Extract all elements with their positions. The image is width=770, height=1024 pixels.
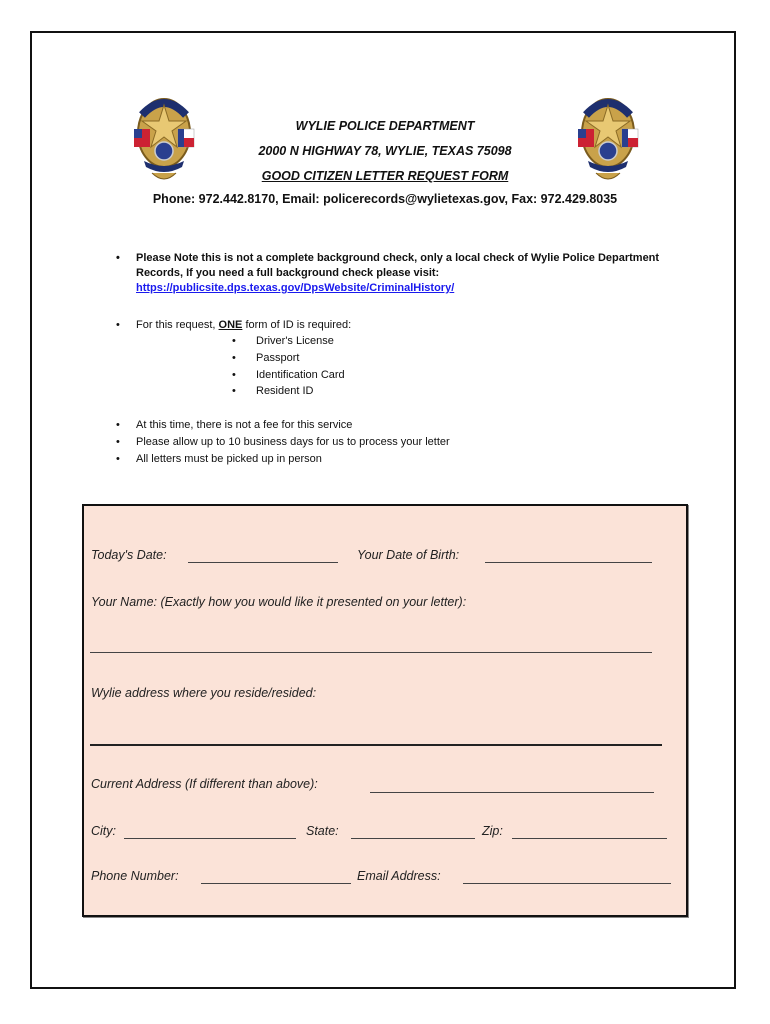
id-type: Resident ID <box>256 385 314 398</box>
list-item <box>232 350 345 367</box>
date-of-birth-label: Your Date of Birth: <box>357 548 460 562</box>
state-field[interactable] <box>351 838 475 839</box>
id-intro-suffix: form of ID is required: <box>242 319 352 331</box>
phone-number-field[interactable] <box>201 883 351 884</box>
bullet-icon: • <box>116 435 120 448</box>
id-requirement <box>116 318 352 333</box>
bullet-icon: • <box>232 385 236 398</box>
request-form <box>82 504 688 917</box>
form-title: GOOD CITIZEN LETTER REQUEST FORM <box>261 169 509 183</box>
id-intro-emphasis: ONE <box>218 319 243 331</box>
list-item <box>116 417 450 434</box>
list-item <box>116 451 450 468</box>
bullet-icon: • <box>232 335 236 347</box>
id-type: Passport <box>256 351 300 364</box>
misc-notes <box>116 417 450 467</box>
disclaimer-note <box>116 251 676 296</box>
bullet-icon: • <box>232 351 236 364</box>
zip-label: Zip: <box>482 824 503 838</box>
note-text: At this time, there is not a fee for this service <box>136 419 353 431</box>
department-address: 2000 N HIGHWAY 78, WYLIE, TEXAS 75098 <box>258 144 512 158</box>
list-item <box>232 367 345 384</box>
id-types-list <box>232 333 345 400</box>
disclaimer-text: Please Note this is not a complete background check, only a local check of Wylie Police Department Records, If you need a full background check please visit: <box>136 252 660 279</box>
email-address-field[interactable] <box>463 883 671 884</box>
city-field[interactable] <box>124 838 296 839</box>
todays-date-field[interactable] <box>188 562 338 563</box>
id-intro-prefix: For this request, <box>136 319 219 331</box>
zip-field[interactable] <box>512 838 667 839</box>
current-address-field[interactable] <box>370 792 654 793</box>
id-type: Driver's License <box>256 335 334 347</box>
list-item <box>232 383 345 400</box>
state-label: State: <box>306 824 339 838</box>
bullet-icon: • <box>116 319 120 331</box>
list-item <box>116 434 450 451</box>
bullet-icon: • <box>116 419 120 431</box>
bullet-icon: • <box>232 368 236 381</box>
city-label: City: <box>91 824 116 838</box>
department-name: WYLIE POLICE DEPARTMENT <box>295 119 475 133</box>
contact-info: Phone: 972.442.8170, Email: policerecords@wylietexas.gov, Fax: 972.429.8035 <box>152 192 618 206</box>
date-of-birth-field[interactable] <box>485 562 652 563</box>
bullet-icon: • <box>116 252 120 264</box>
current-address-label: Current Address (If different than above): <box>91 777 318 791</box>
criminal-history-link[interactable]: https://publicsite.dps.texas.gov/DpsWebsite/CriminalHistory/ <box>136 282 455 294</box>
note-text: All letters must be picked up in person <box>136 452 322 465</box>
list-item <box>232 333 345 350</box>
your-name-label: Your Name: (Exactly how you would like it presented on your letter): <box>91 595 467 609</box>
wylie-address-label: Wylie address where you reside/resided: <box>91 686 317 700</box>
your-name-field[interactable] <box>90 652 652 653</box>
id-type: Identification Card <box>256 368 345 381</box>
email-address-label: Email Address: <box>357 869 441 883</box>
phone-number-label: Phone Number: <box>91 869 179 883</box>
bullet-icon: • <box>116 452 120 465</box>
note-text: Please allow up to 10 business days for us to process your letter <box>136 435 450 448</box>
todays-date-label: Today's Date: <box>91 548 167 562</box>
wylie-address-field[interactable] <box>90 744 662 746</box>
